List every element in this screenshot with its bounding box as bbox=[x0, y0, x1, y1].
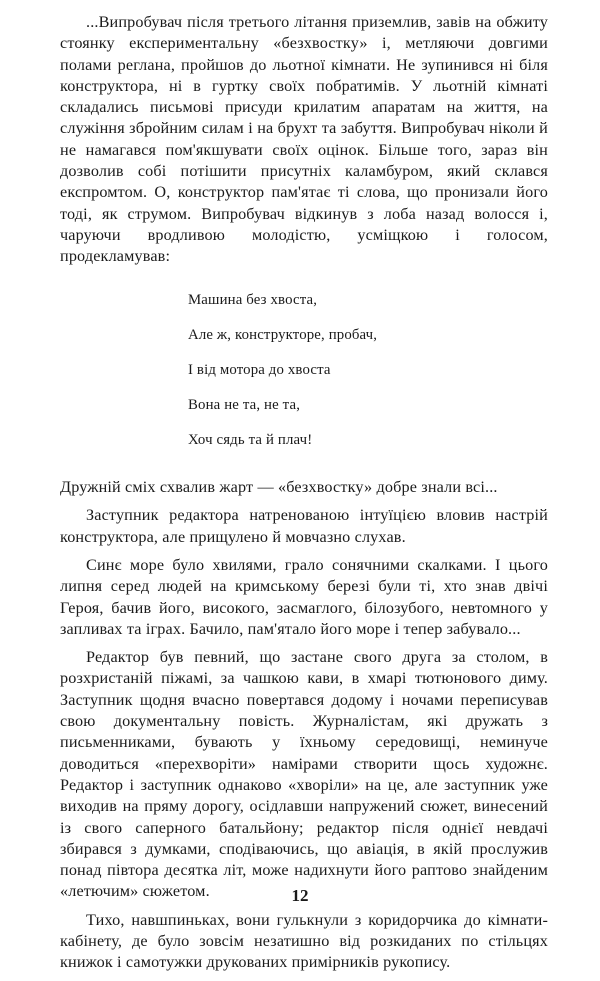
paragraph-6: Тихо, навшпиньках, вони гулькнули з коридорчика до кімнати-кабінету, де було зовсім незатишно від розкиданих по стільцях книжок і самотужки друкованих примірників рукопису. bbox=[60, 910, 548, 972]
poem-line-2: Але ж, конструкторе, пробач, bbox=[188, 327, 378, 344]
paragraph-3: Заступник редактора натренованою інтуїцією вловив настрій конструктора, але прищулено й мовчазно слухав. bbox=[60, 506, 548, 546]
paragraph-1: ...Випробувач після третього літання приземлив, завів на обжиту стоянку експериментальну «безхвостку» і, метляючи довгими полами реглана, пройшов до льотної кімнати. Не зупинився ні біля конструктора, ні в гуртку своїх побратимів. У льотній кімнаті складались письмові присуди крилатим апаратам на життя, на служіння збройним силам і на брухт та забуття. Випробувач ніколи й не намагався пом'якшувати своїх оцінок. Більше того, зараз він дозволив собі потішити присутніх каламбуром, який склався експромтом. О, конструктор пам'ятає ті слова, що пронизали його тоді, як струмом. Випробувач відкинув з лоба назад волосся і, чаруючи вродливою молодістю, усміщкою і голосом, продекламував: bbox=[60, 13, 548, 266]
paragraph-4: Синє море було хвилями, грало сонячними скалками. І цього липня серед людей на кримському березі були ті, хто знав двічі Героя, бачив його, високого, засмаглого, білозубого, невтомного у запливах та іграх. Бачило, пам'ятало його море і тепер забувало... bbox=[60, 555, 548, 638]
page-number: 12 bbox=[291, 886, 309, 905]
poem-line-4: Вона не та, не та, bbox=[188, 397, 301, 414]
paragraph-5: Редактор був певний, що застане свого друга за столом, в розхристаній піжамі, за чашкою кави, в хмарі тютюнового диму. Заступник щодня вчасно повертався додому і ночами переписував свою документальну повість. Журналістам, які дружать з письменниками, бувають у їхньому середовищі, неминуче доводиться «перехворіти» намірами створити щось художнє. Редактор і заступник однаково «хворіли» на це, але заступник уже виходив на пряму дорогу, осідлавши напружений сюжет, винесений із свого саперного батальйону; редактор після однієї невдачі збирався з думками, сподіваючись, що авіація, в якій прослужив понад півтора десятка літ, може надихнути його раптово знайденим «летючим» сюжетом. bbox=[60, 648, 548, 901]
poem-line-5: Хоч сядь та й плач! bbox=[188, 432, 313, 449]
paragraph-2: Дружній сміх схвалив жарт — «безхвостку» добре знали всі... bbox=[60, 478, 498, 497]
page-body bbox=[60, 12, 548, 981]
poem-line-3: І від мотора до хвоста bbox=[188, 362, 331, 379]
poem-block bbox=[188, 275, 548, 468]
poem-line-1: Машина без хвоста, bbox=[188, 292, 318, 309]
